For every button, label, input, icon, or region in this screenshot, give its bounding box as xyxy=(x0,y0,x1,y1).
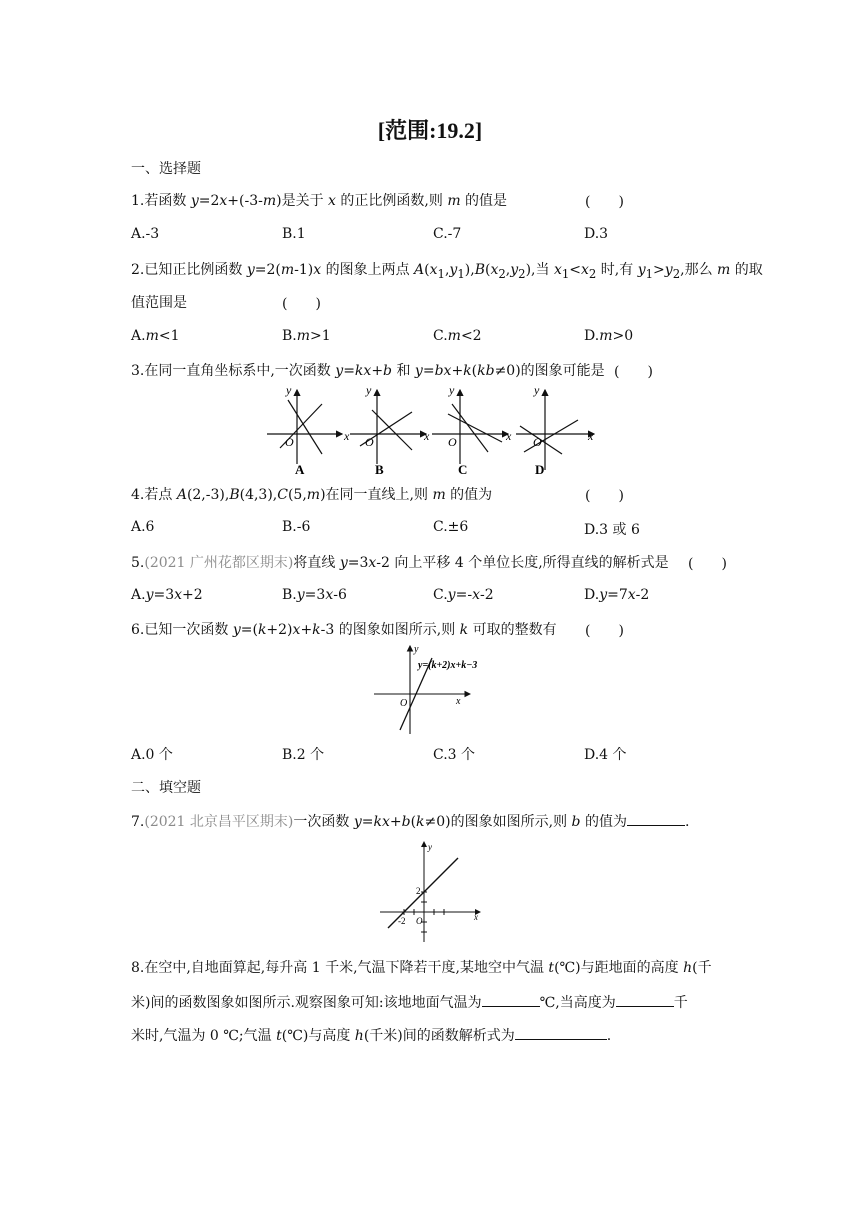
answer-blank[interactable] xyxy=(616,992,674,1007)
graph-a xyxy=(267,383,350,477)
q7-graph xyxy=(376,838,486,944)
option-a: A.-3 xyxy=(131,226,160,242)
origin-label: O xyxy=(365,435,374,449)
q6-graph xyxy=(370,642,480,736)
option-b: B.2 个 xyxy=(282,747,325,763)
question-4: 4.若点 A(2,-3),B(4,3),C(5,m)在同一直线上,则 m 的值为 xyxy=(131,487,493,503)
line-equation-label: y=(k+2)x+k−3 xyxy=(418,660,478,671)
option-c: C.m<2 xyxy=(433,328,482,344)
graph-label-b: B xyxy=(375,462,384,477)
option-d: D.4 个 xyxy=(584,747,627,763)
question-2-line-2: 值范围是 xyxy=(131,295,187,311)
option-c: C.y=-x-2 xyxy=(433,587,494,603)
option-d: D.3 或 6 xyxy=(584,522,640,538)
option-d: D.y=7x-2 xyxy=(584,587,650,603)
option-d: D.3 xyxy=(584,226,609,242)
graph-d xyxy=(516,383,594,477)
graph-label-a: A xyxy=(295,462,305,477)
option-c: C.±6 xyxy=(433,519,469,535)
question-2: 2.已知正比例函数 y=2(m-1)x 的图象上两点 $A(x_1,y_1),B(x_2,y_2)$,当 $x_1<x_2$ 时,有 $y_1>y_2$,那么 m 的取 xyxy=(131,262,763,281)
svg-text:x: x xyxy=(456,696,461,707)
question-5: 5.(2021 广州花都区期末)将直线 y=3x-2 向上平移 4 个单位长度,所得直线的解析式是 xyxy=(131,555,669,571)
graph-c xyxy=(432,383,512,477)
svg-text:O: O xyxy=(400,698,408,709)
answer-paren: ( ) xyxy=(585,623,624,639)
x-axis-label: x xyxy=(424,429,430,443)
graph-label-c: C xyxy=(458,462,468,477)
question-3: 3.在同一直角坐标系中,一次函数 y=kx+b 和 y=bx+k(kb≠0)的图象可能是 xyxy=(131,363,605,379)
x-axis-label: x xyxy=(506,429,512,443)
answer-paren: ( ) xyxy=(282,296,321,312)
option-b: B.m>1 xyxy=(282,328,331,344)
option-a: A.y=3x+2 xyxy=(131,587,203,603)
q3-graph-options xyxy=(262,382,600,478)
svg-text:y: y xyxy=(428,842,432,852)
answer-paren: ( ) xyxy=(688,556,727,572)
graph-label-d: D xyxy=(535,462,545,477)
question-6: 6.已知一次函数 y=(k+2)x+k-3 的图象如图所示,则 k 可取的整数有 xyxy=(131,622,557,638)
svg-text:y: y xyxy=(414,644,419,655)
source-note: (2021 北京昌平区期末) xyxy=(144,814,294,830)
answer-paren: ( ) xyxy=(585,194,624,210)
origin-label: O xyxy=(533,435,542,449)
question-7: 7.(2021 北京昌平区期末)一次函数 y=kx+b(k≠0)的图象如图所示,则 b 的值为 . xyxy=(131,811,689,832)
graph-b xyxy=(350,383,430,477)
y-axis-label: y xyxy=(366,383,372,397)
answer-paren: ( ) xyxy=(585,488,624,504)
question-1: 1.若函数 y=2x+(-3-m)是关于 x 的正比例函数,则 m 的值是 xyxy=(131,193,508,209)
option-d: D.m>0 xyxy=(584,328,634,344)
y-axis-label: y xyxy=(286,383,292,397)
option-a: A.0 个 xyxy=(131,747,173,763)
source-note: (2021 广州花都区期末) xyxy=(144,555,294,571)
origin-label: O xyxy=(448,435,457,449)
option-b: B.-6 xyxy=(282,519,311,535)
x-intercept-label: -2 xyxy=(398,916,406,926)
x-axis-label: x xyxy=(588,429,594,443)
answer-blank[interactable] xyxy=(627,811,685,826)
origin-label: O xyxy=(285,435,294,449)
option-a: A.m<1 xyxy=(131,328,180,344)
y-axis-label: y xyxy=(534,383,540,397)
x-axis-label: x xyxy=(344,429,350,443)
page-title: [范围:19.2] xyxy=(377,118,483,143)
option-b: B.y=3x-6 xyxy=(282,587,347,603)
option-b: B.1 xyxy=(282,226,306,242)
svg-text:x: x xyxy=(474,912,478,922)
section-heading-choice: 一、选择题 xyxy=(131,161,201,177)
section-heading-fill: 二、填空题 xyxy=(131,780,201,796)
answer-blank[interactable] xyxy=(482,992,540,1007)
option-a: A.6 xyxy=(131,519,155,535)
answer-paren: ( ) xyxy=(614,364,653,380)
y-axis-label: y xyxy=(449,383,455,397)
answer-blank[interactable] xyxy=(515,1025,607,1040)
question-8-line-2: 米)间的函数图象如图所示.观察图象可知:该地地面气温为 ℃,当高度为 千 xyxy=(131,992,688,1013)
svg-text:O: O xyxy=(416,916,423,926)
y-intercept-label: 2 xyxy=(416,886,421,896)
option-c: C.-7 xyxy=(433,226,462,242)
option-c: C.3 个 xyxy=(433,747,476,763)
question-8: 8.在空中,自地面算起,每升高 1 千米,气温下降若干度,某地空中气温 t(℃)与距地面的高度 h(千 xyxy=(131,960,712,976)
question-8-line-3: 米时,气温为 0 ℃;气温 t(℃)与高度 h(千米)间的函数解析式为 . xyxy=(131,1025,611,1046)
